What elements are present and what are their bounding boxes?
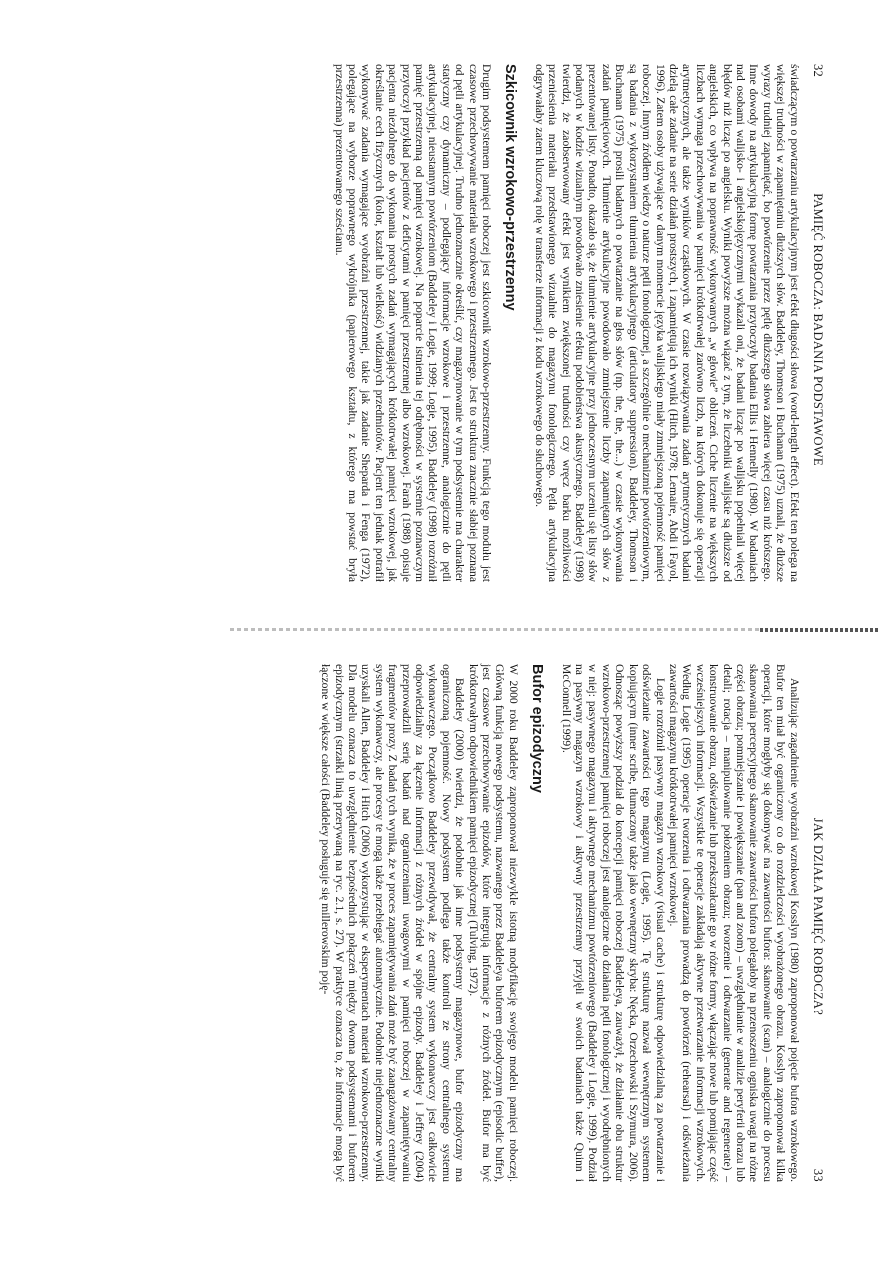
page-right	[54, 640, 834, 1206]
paragraph: Drugim podsystemem pamięci roboczej jest szkicownik wzrokowo-przestrzenny. Funkcją tego modułu jest czasowe przechowywanie materiału wzrokowego i przestrzennego. Jest to struktura znacznie słabiej poznana od pętli artykulacyjnej. Trudno jednoznacznie określić, czy magazynowanie w tym podsystemie ma charakter statyczny czy dynamiczny – podlegający informacje wzrokowe i przestrzenne, analogicznie do pętli artykulacyjnej, nieustannym powtórzeniom (Baddeley i Logie, 1999; Logie, 1995). Baddeley (1998) rozróżnił pamięć przestrzenną od pamięci wzrokowej. Na poparcie istnienia tej odrębności w systemie poznawczym przytoczył przykład pacjentów z deficytami w pamięci przestrzennej albo wzrokowej. Farah (1988) opisuje pacjenta niezdolnego do wykonania prostych zadań wymagających krótkotrwałej pamięci wzrokowej, jak określanie cech fizycznych (kolor, kształt lub wielkość) widzianych przedmiotów. Pacjent ten jednak potrafił wykonywać zadania wymagające wyobraźni przestrzennej, takie jak zadanie Sheparda i Fenga (1972), polegające na wyborze poprawnego wykrójnika (papierowego kształtu, z którego ma powstać bryła przestrzenna) prezentowanego sześcianu.	[332, 64, 494, 582]
page-number: 33	[811, 1168, 825, 1182]
paragraph: Analizując zagadnienie wyobraźni wzrokowej Kosslyn (1980) zaproponował pojęcie bufora wzrokowego. Bufor ten miał być ograniczony co do rozdzielczości wyobrażonego obrazu. Kosslyn zaproponował kilka operacji, które mogłyby się dokonywać na zawartości bufora: skanowanie (scan) – analogicznie do procesu skanowania percepcyjnego skanowanie zawartości bufora polegałoby na przenoszeniu ogniska uwagi na różne części obrazu; pomniejszanie i powiększanie (pan and zoom) – uwzględnianie w analizie peryferii obrazu lub detali; rotacja – manipulowanie położeniem obrazu; tworzenie i odtwarzanie (generate and regenerate) – konstruowanie obrazu, odświeżanie lub przekształcanie go w różne formy, włączając nowe lub pomijając część wcześniejszych informacji. Wszystkie te operacje zakładają aktywne przetwarzanie informacji wzrokowych. Według Logie (1995) operacje tworzenia i odtwarzania prowadzą do powtórzeń (rehearsal) i odświeżania zawartości magazynu krótkotrwałej pamięci wzrokowej.	[666, 664, 801, 1182]
page-number: 32	[811, 64, 825, 78]
page-left	[54, 40, 834, 606]
running-head	[811, 664, 824, 1182]
paragraph: świadczącym o powtarzaniu artykulacyjnym jest efekt długości słowa (word-length effect). Efekt ten polega na większej trudności w zapamiętaniu dłuższych słów. Baddeley, Thomson i Buchanan (1975) uznali, że dłuższe wyrazy trudniej zapamiętać, bo powtórzenie przez pętlę dłuższego słowa zabiera więcej czasu niż krótszego. Inne dowody na artykulacyjną formę powtarzania przytoczyły badania Ellis i Hennelly (1980). W badaniach nad osobami walijsko- i angielskojęzycznymi wykazali oni, że badani licząc po walijsku popełniali więcej błędów niż licząc po angielsku. Wyniki powyższe można wiązać z tym, że liczebniki walijskie są dłuższe od angielskich, co wpływa na poprawność wykonywanych „w głowie” obliczeń. Ciche liczenie na większych liczbach wymaga przechowywania w pamięci krótkotrwałej zarówno liczb, na których dokonuje się operacji arytmetycznych, ale także wyników cząstkowych. W czasie rozwiązywania zadań arytmetycznych badani dzielą całe zadanie na serie działań prostszych, i zapamiętują ich wyniki (Hitch, 1978; Lemaire, Abdi i Fayol, 1996). Zatem osoby używające w danym momencie języka walijskiego miały zmniejszoną pojemność pamięci roboczej. Innym źródłem wiedzy o naturze pętli fonologicznej, a szczególnie o mechanizmie powtórzeniowym, są badania z wykorzystaniem tłumienia artykulacyjnego (articulatory suppression). Baddeley, Thomson i Buchanan (1975) prosili badanych o powtarzanie na głos słów (np. the, the, the...) w czasie wykonywania zadań pamięciowych. Tłumienie artykulacyjne powodowało zmniejszenie liczby zapamiętanych słów z prezentowanej listy. Ponadto, okazało się, że tłumienie artykulacyjne przy jednoczesnym uczeniu się listy słów podanych w kodzie wizualnym powodowało zniesienie efektu podobieństwa akustycznego. Baddeley (1998) twierdzi, że zaobserwowany efekt jest wynikiem zwiększonej trudności czy wręcz barku możliwości przeniesienia materiału przedstawionego wizualnie do magazynu fonologicznego. Pętla artykulacyjna odgrywałaby zatem kluczową rolę w transferze informacji z kodu wzrokowego do słuchowego.	[532, 64, 801, 582]
running-head	[811, 64, 824, 582]
running-head-title: JAK DZIAŁA PAMIĘĆ ROBOCZA?	[811, 817, 825, 1016]
section-heading: Szkicownik wzrokowo-przestrzenny	[502, 64, 519, 311]
paragraph: W 2000 roku Baddeley zaproponował niezwykle istotną modyfikację swojego modelu pamięci roboczej. Główną funkcją nowego podsystemu, nazwanego przez Baddeleya buforem epizodycznym (episodic buffer), jest czasowe przechowywanie epizodów, które integrują informacje z różnych źródeł. Bufor ma być krótkotrwałym odpowiednikiem pamięci epizodycznej (Tulving, 1972).	[466, 664, 520, 1182]
page-fold-mark	[760, 628, 880, 632]
paragraph: Logie rozróżnił pasywny magazyn wzrokowy (visual cache) i strukturę odpowiedzialną za powtarzanie i odświeżanie zawartości tego magazynu (Logie, 1995). Tę strukturę nazwał wewnętrznym systemem kopiującym (inner scribe, tłumaczony także jako wewnętrzny skryba: Nęcka, Orzechowski i Szymura, 2006). Odnosząc powyższy podział do koncepcji pamięci roboczej Baddeleya, zauważył, że działanie obu struktur wzrokowo-przestrzennej pamięci roboczej jest analogiczne do działania pętli fonologicznej i wyodrębnionych w niej: pasywnego magazynu i aktywnego mechanizmu powtórzeniowego (Baddeley i Logie, 1999). Podział na pasywny magazyn wzrokowy i aktywny przestrzenny przyjęli w swoich badaniach także Quinn i McConnell (1999).	[559, 664, 667, 1182]
running-head-title: PAMIĘĆ ROBOCZA: BADANIA PODSTAWOWE	[811, 193, 825, 466]
section-heading: Bufor epizodyczny	[529, 664, 546, 793]
paragraph: Baddeley (2000) twierdzi, że podobnie jak inne podsystemy magazynowe, bufor epizodyczny ma ograniczoną pojemność. Nowy podsystem podlega także kontroli ze strony centralnego systemu wykonawczego. Początkowo Baddeley przewidywał, że centralny system wykonawczy jest całkowicie odpowiedzialny za łączenie informacji z różnych źródeł w spójne epizody. Baddeley i Jeffrey (2004) przeprowadzili serię badań nad ograniczeniami uwagowymi w pamięci roboczej w zapamiętywaniu fragmentów prozy. Z badań tych wynika, że w proces zapamiętywania zdań może być zaangażowany centralny system wykonawczy, ale procesy te mogą także przebiegać automatycznie. Podobnie niejednoznaczne wyniki uzyskali Allen, Baddeley i Hitch (2006) wykorzystując w eksperymentach materiał wzrokowo-przestrzenny. Dla modelu oznacza to uwzględnienie bezpośrednich połączeń między dwoma podsystemami i buforem epizodycznym (strzałki linią przerywaną na ryc. 2.1, s. 27). W praktyce oznacza to, że informacje mogą być łączone w większe całości (Baddeley posługuje się millerowskim poję-	[319, 664, 467, 1182]
